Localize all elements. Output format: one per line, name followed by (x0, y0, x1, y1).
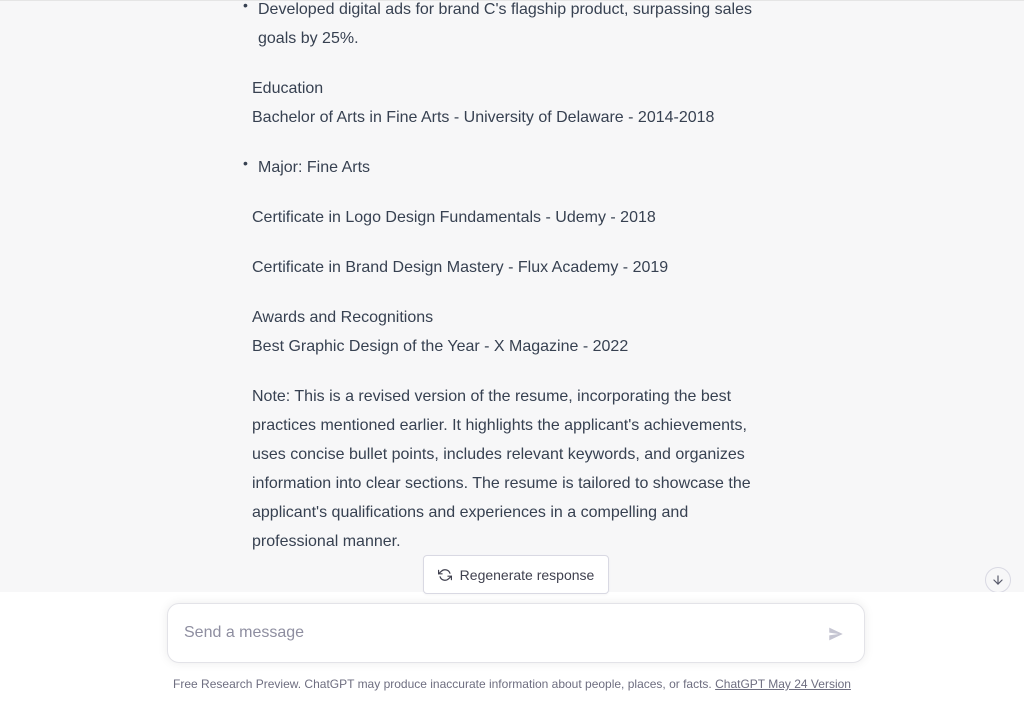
education-degree: Bachelor of Arts in Fine Arts - University of Delaware - 2014-2018 (252, 109, 715, 126)
section-heading-education: Education (252, 80, 324, 97)
bullet-icon: • (243, 0, 248, 13)
scroll-to-bottom-button[interactable] (985, 567, 1011, 592)
footer-text: Free Research Preview. ChatGPT may produce inaccurate information about people, places, or facts. (173, 677, 712, 691)
certificate-1: Certificate in Logo Design Fundamentals - Udemy - 2018 (252, 209, 656, 226)
arrow-down-icon (991, 573, 1005, 587)
bullet-icon: • (243, 155, 248, 171)
footer-disclaimer (0, 677, 1024, 691)
award-1: Best Graphic Design of the Year - X Magazine - 2022 (252, 338, 629, 355)
regenerate-label: Regenerate response (459, 566, 595, 583)
version-link[interactable]: ChatGPT May 24 Version (715, 677, 851, 691)
regenerate-response-button[interactable] (423, 555, 609, 594)
bullet-text: Major: Fine Arts (258, 159, 371, 176)
list-item (243, 153, 772, 182)
send-icon (827, 625, 845, 643)
section-heading-awards: Awards and Recognitions (252, 309, 434, 326)
note-paragraph: Note: This is a revised version of the resume, incorporating the best practices mentioned earlier. It highlights the applicant's achievements, uses concise bullet points, includes relevant keywords, and organizes information into clear sections. The resume is tailored to showcase the applicant's qualifications and experiences in a compelling and professional manner. (252, 388, 751, 550)
bullet-text: Developed digital ads for brand C's flagship product, surpassing sales goals by 25%. (258, 1, 752, 47)
message-input[interactable] (184, 604, 804, 662)
message-composer (167, 603, 865, 663)
send-button[interactable] (826, 624, 846, 644)
certificate-2: Certificate in Brand Design Mastery - Flux Academy - 2019 (252, 259, 669, 276)
list-item (243, 0, 752, 53)
refresh-icon (438, 568, 452, 582)
